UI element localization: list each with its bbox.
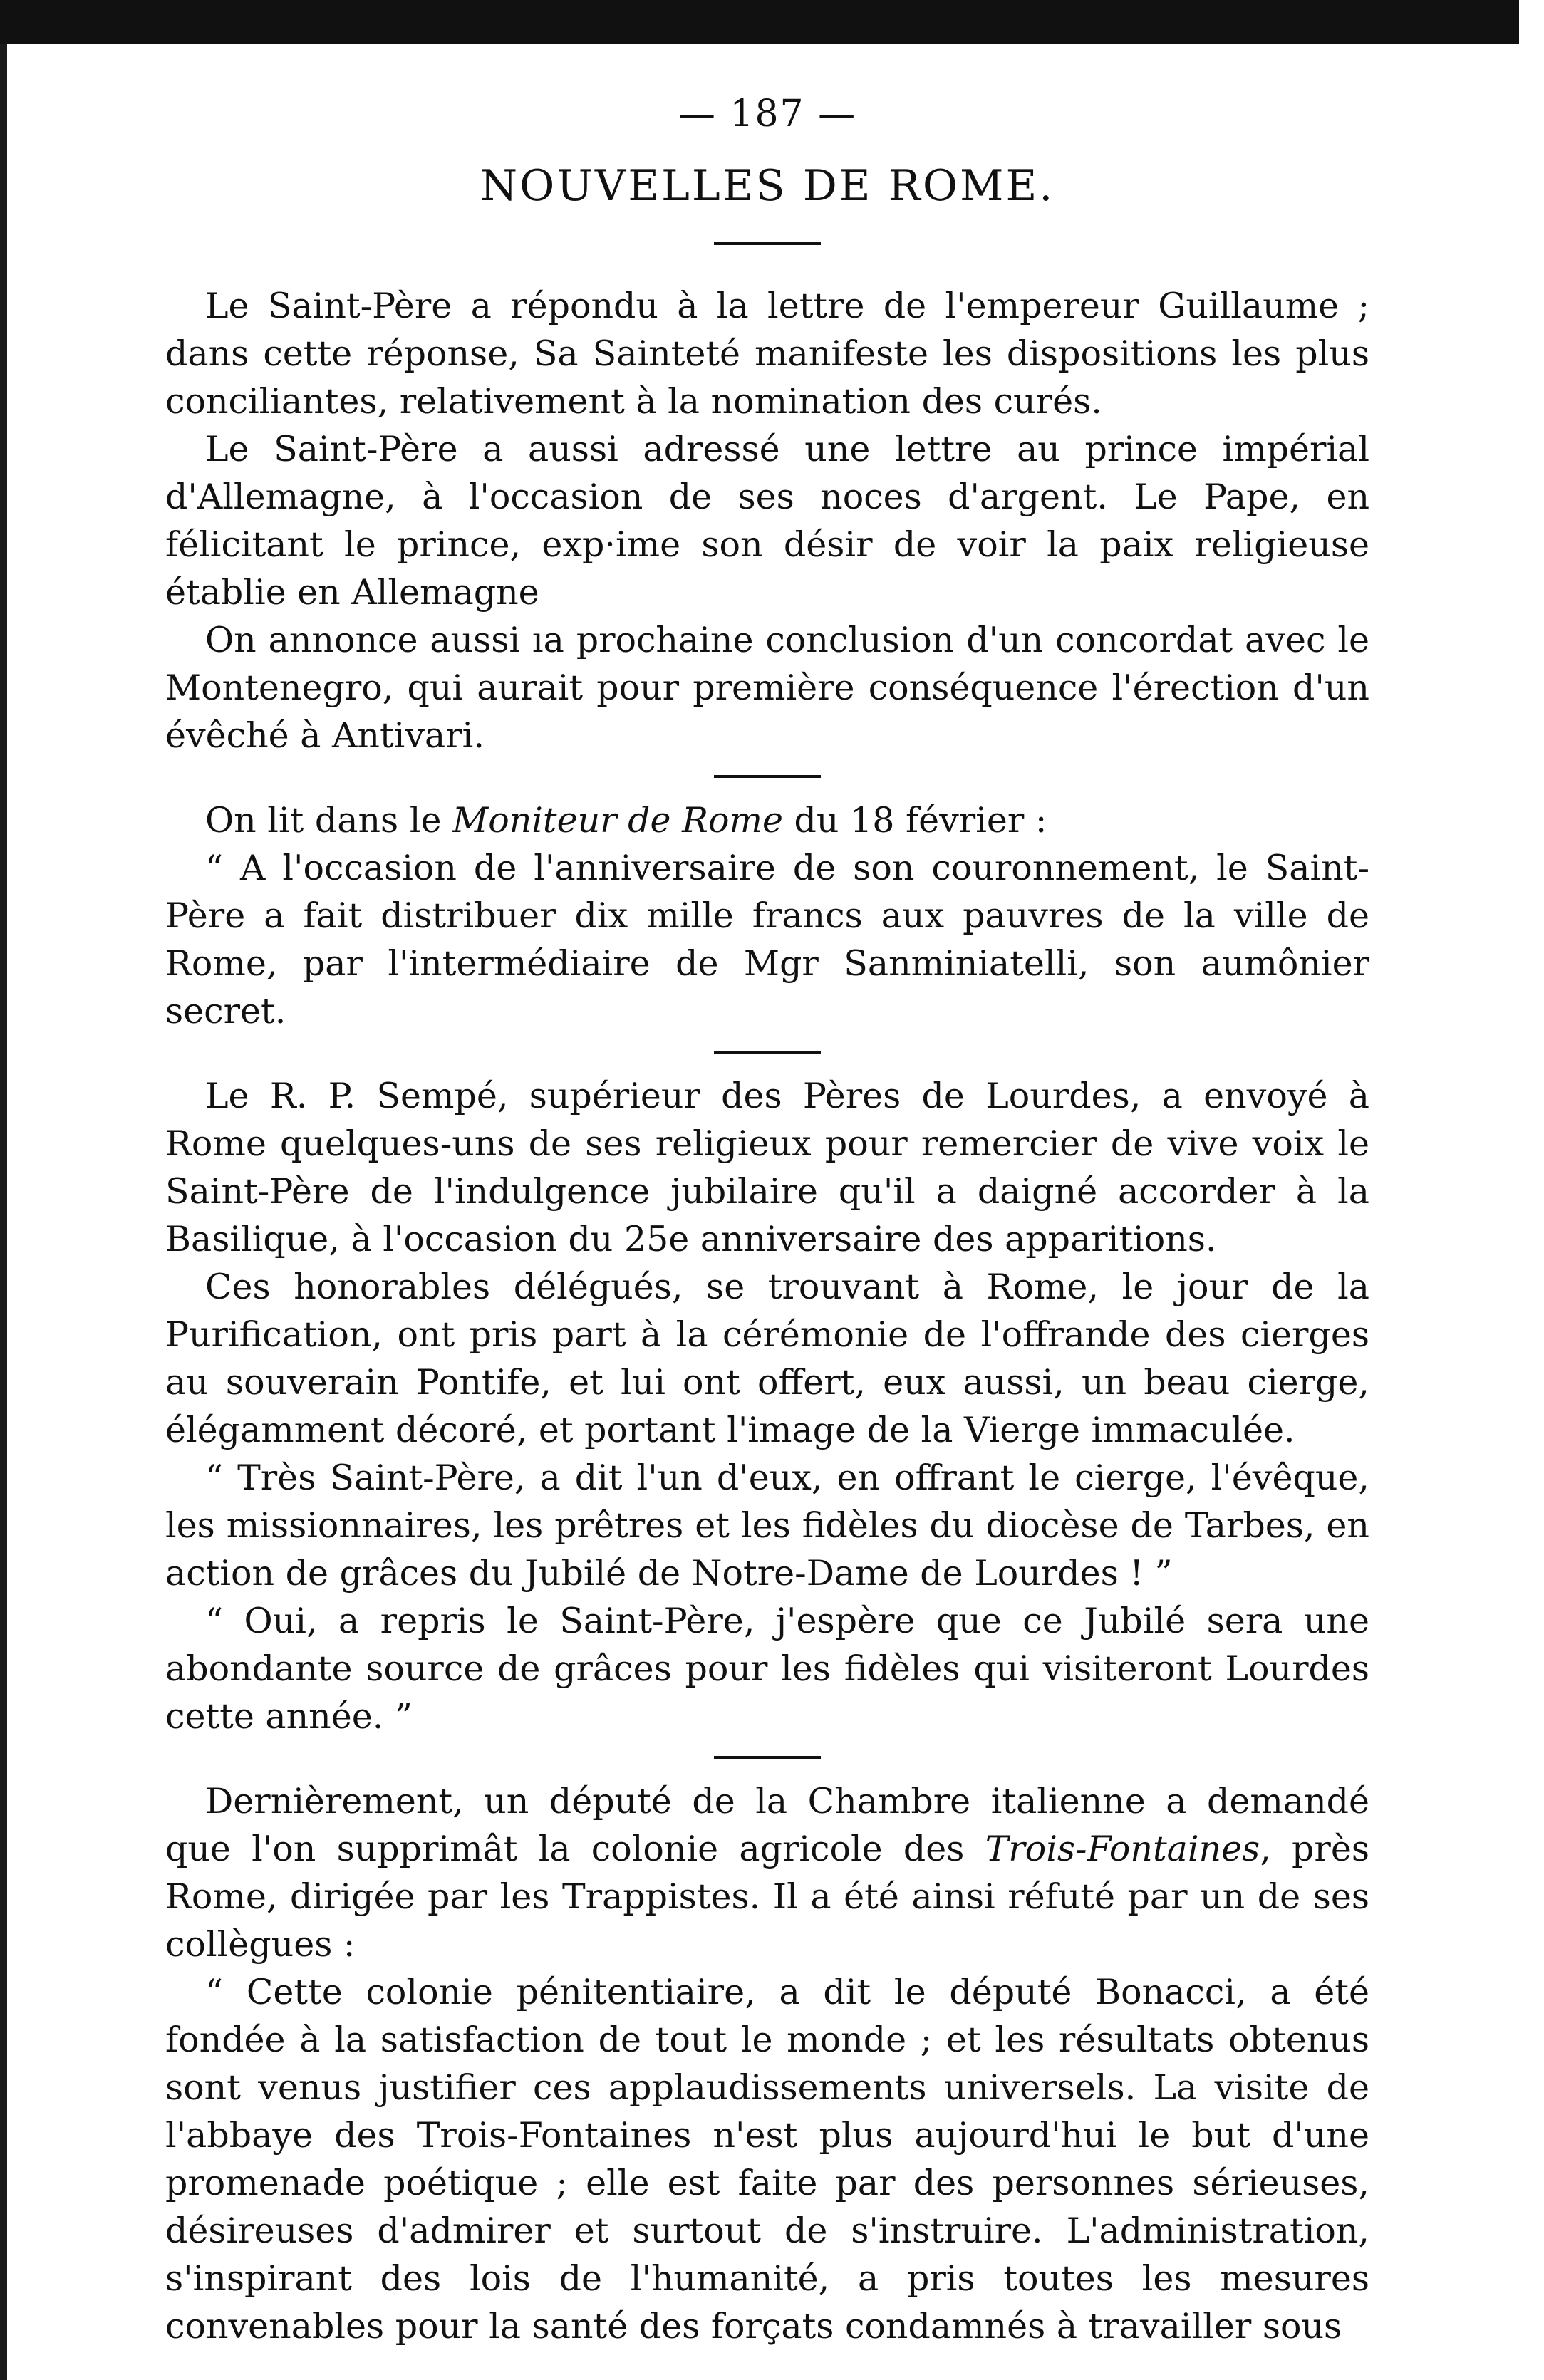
- paragraph: Le Saint-Père a aussi adressé une lettre au prince impérial d'Allemagne, à l'occasion de ses noces d'argent. Le Pape, en félicitant le prince, exp·ime son désir de voir la paix religieuse établie en Allemagne: [165, 429, 1369, 613]
- section-trois-fontaines: [165, 1777, 1369, 2350]
- text-run: On lit dans le: [205, 800, 453, 841]
- place-name: Trois-Fontaines: [985, 1829, 1260, 1869]
- publication-title: Moniteur de Rome: [452, 800, 783, 841]
- text-run: , près Rome, dirigée par les Trappistes. Il a été ainsi réfuté par un de ses collègues :: [165, 1829, 1369, 1965]
- page-number: — 187 —: [678, 93, 857, 135]
- text-run: du 18 février :: [782, 800, 1047, 841]
- page-title: NOUVELLES DE ROME.: [480, 161, 1055, 211]
- paragraph: Le Saint-Père a répondu à la lettre de l'empereur Guillaume ; dans cette réponse, Sa Sainteté manifeste les dispositions les plus conciliantes, relativement à la nomination des curés.: [165, 286, 1369, 422]
- scan-top-border: [0, 0, 1519, 44]
- section-papal-letters: [165, 282, 1369, 759]
- paragraph: “ A l'occasion de l'anniversaire de son couronnement, le Saint-Père a fait distribuer dix mille francs aux pauvres de la ville de Rome, par l'intermédiaire de Mgr Sanminiatelli, son aumônier secret.: [165, 848, 1369, 1031]
- document-page: [165, 93, 1369, 2350]
- section-divider: [714, 242, 821, 245]
- paragraph: “ Très Saint-Père, a dit l'un d'eux, en offrant le cierge, l'évêque, les missionnaires, les prêtres et les fidèles du diocèse de Tarbes, en action de grâces du Jubilé de Notre-Dame de Lourdes ! ”: [165, 1457, 1369, 1594]
- paragraph: On annonce aussi ıa prochaine conclusion d'un concordat avec le Montenegro, qui aurait pour première conséquence l'érection d'un évêché à Antivari.: [165, 620, 1369, 756]
- paragraph: Le R. P. Sempé, supérieur des Pères de Lourdes, a envoyé à Rome quelques-uns de ses religieux pour remercier de vive voix le Saint-Père de l'indulgence jubilaire qu'il a daigné accorder à la Basilique, à l'occasion du 25e anniversaire des apparitions.: [165, 1076, 1369, 1259]
- section-divider: [714, 1051, 821, 1054]
- section-divider: [714, 775, 821, 778]
- paragraph: “ Cette colonie pénitentiaire, a dit le député Bonacci, a été fondée à la satisfaction de tout le monde ; et les résultats obtenus sont venus justifier ces applaudissements universels. La visite de l'abbaye des Trois-Fontaines n'est plus aujourd'hui le but d'une promenade poétique ; elle est faite par des personnes sérieuses, désireuses d'admirer et surtout de s'instruire. L'administration, s'inspirant des lois de l'humanité, a pris toutes les mesures convenables pour la santé des forçats condamnés à travailler sous: [165, 1972, 1369, 2347]
- text-run: Dernièrement, un député de la Chambre italienne a demandé que l'on supprimât la colonie agricole des: [165, 1781, 1369, 1869]
- section-moniteur: [165, 796, 1369, 1035]
- paragraph: Ces honorables délégués, se trouvant à Rome, le jour de la Purification, ont pris part à la cérémonie de l'offrande des cierges au souverain Pontife, et lui ont offert, eux aussi, un beau cierge, élégamment décoré, et portant l'image de la Vierge immaculée.: [165, 1267, 1369, 1450]
- paragraph: “ Oui, a repris le Saint-Père, j'espère que ce Jubilé sera une abondante source de grâces pour les fidèles qui visiteront Lourdes cette année. ”: [165, 1601, 1369, 1737]
- paragraph: [165, 1777, 1369, 1968]
- section-lourdes: [165, 1072, 1369, 1740]
- scan-left-border: [0, 44, 7, 2380]
- paragraph: [165, 796, 1369, 844]
- section-divider: [714, 1756, 821, 1759]
